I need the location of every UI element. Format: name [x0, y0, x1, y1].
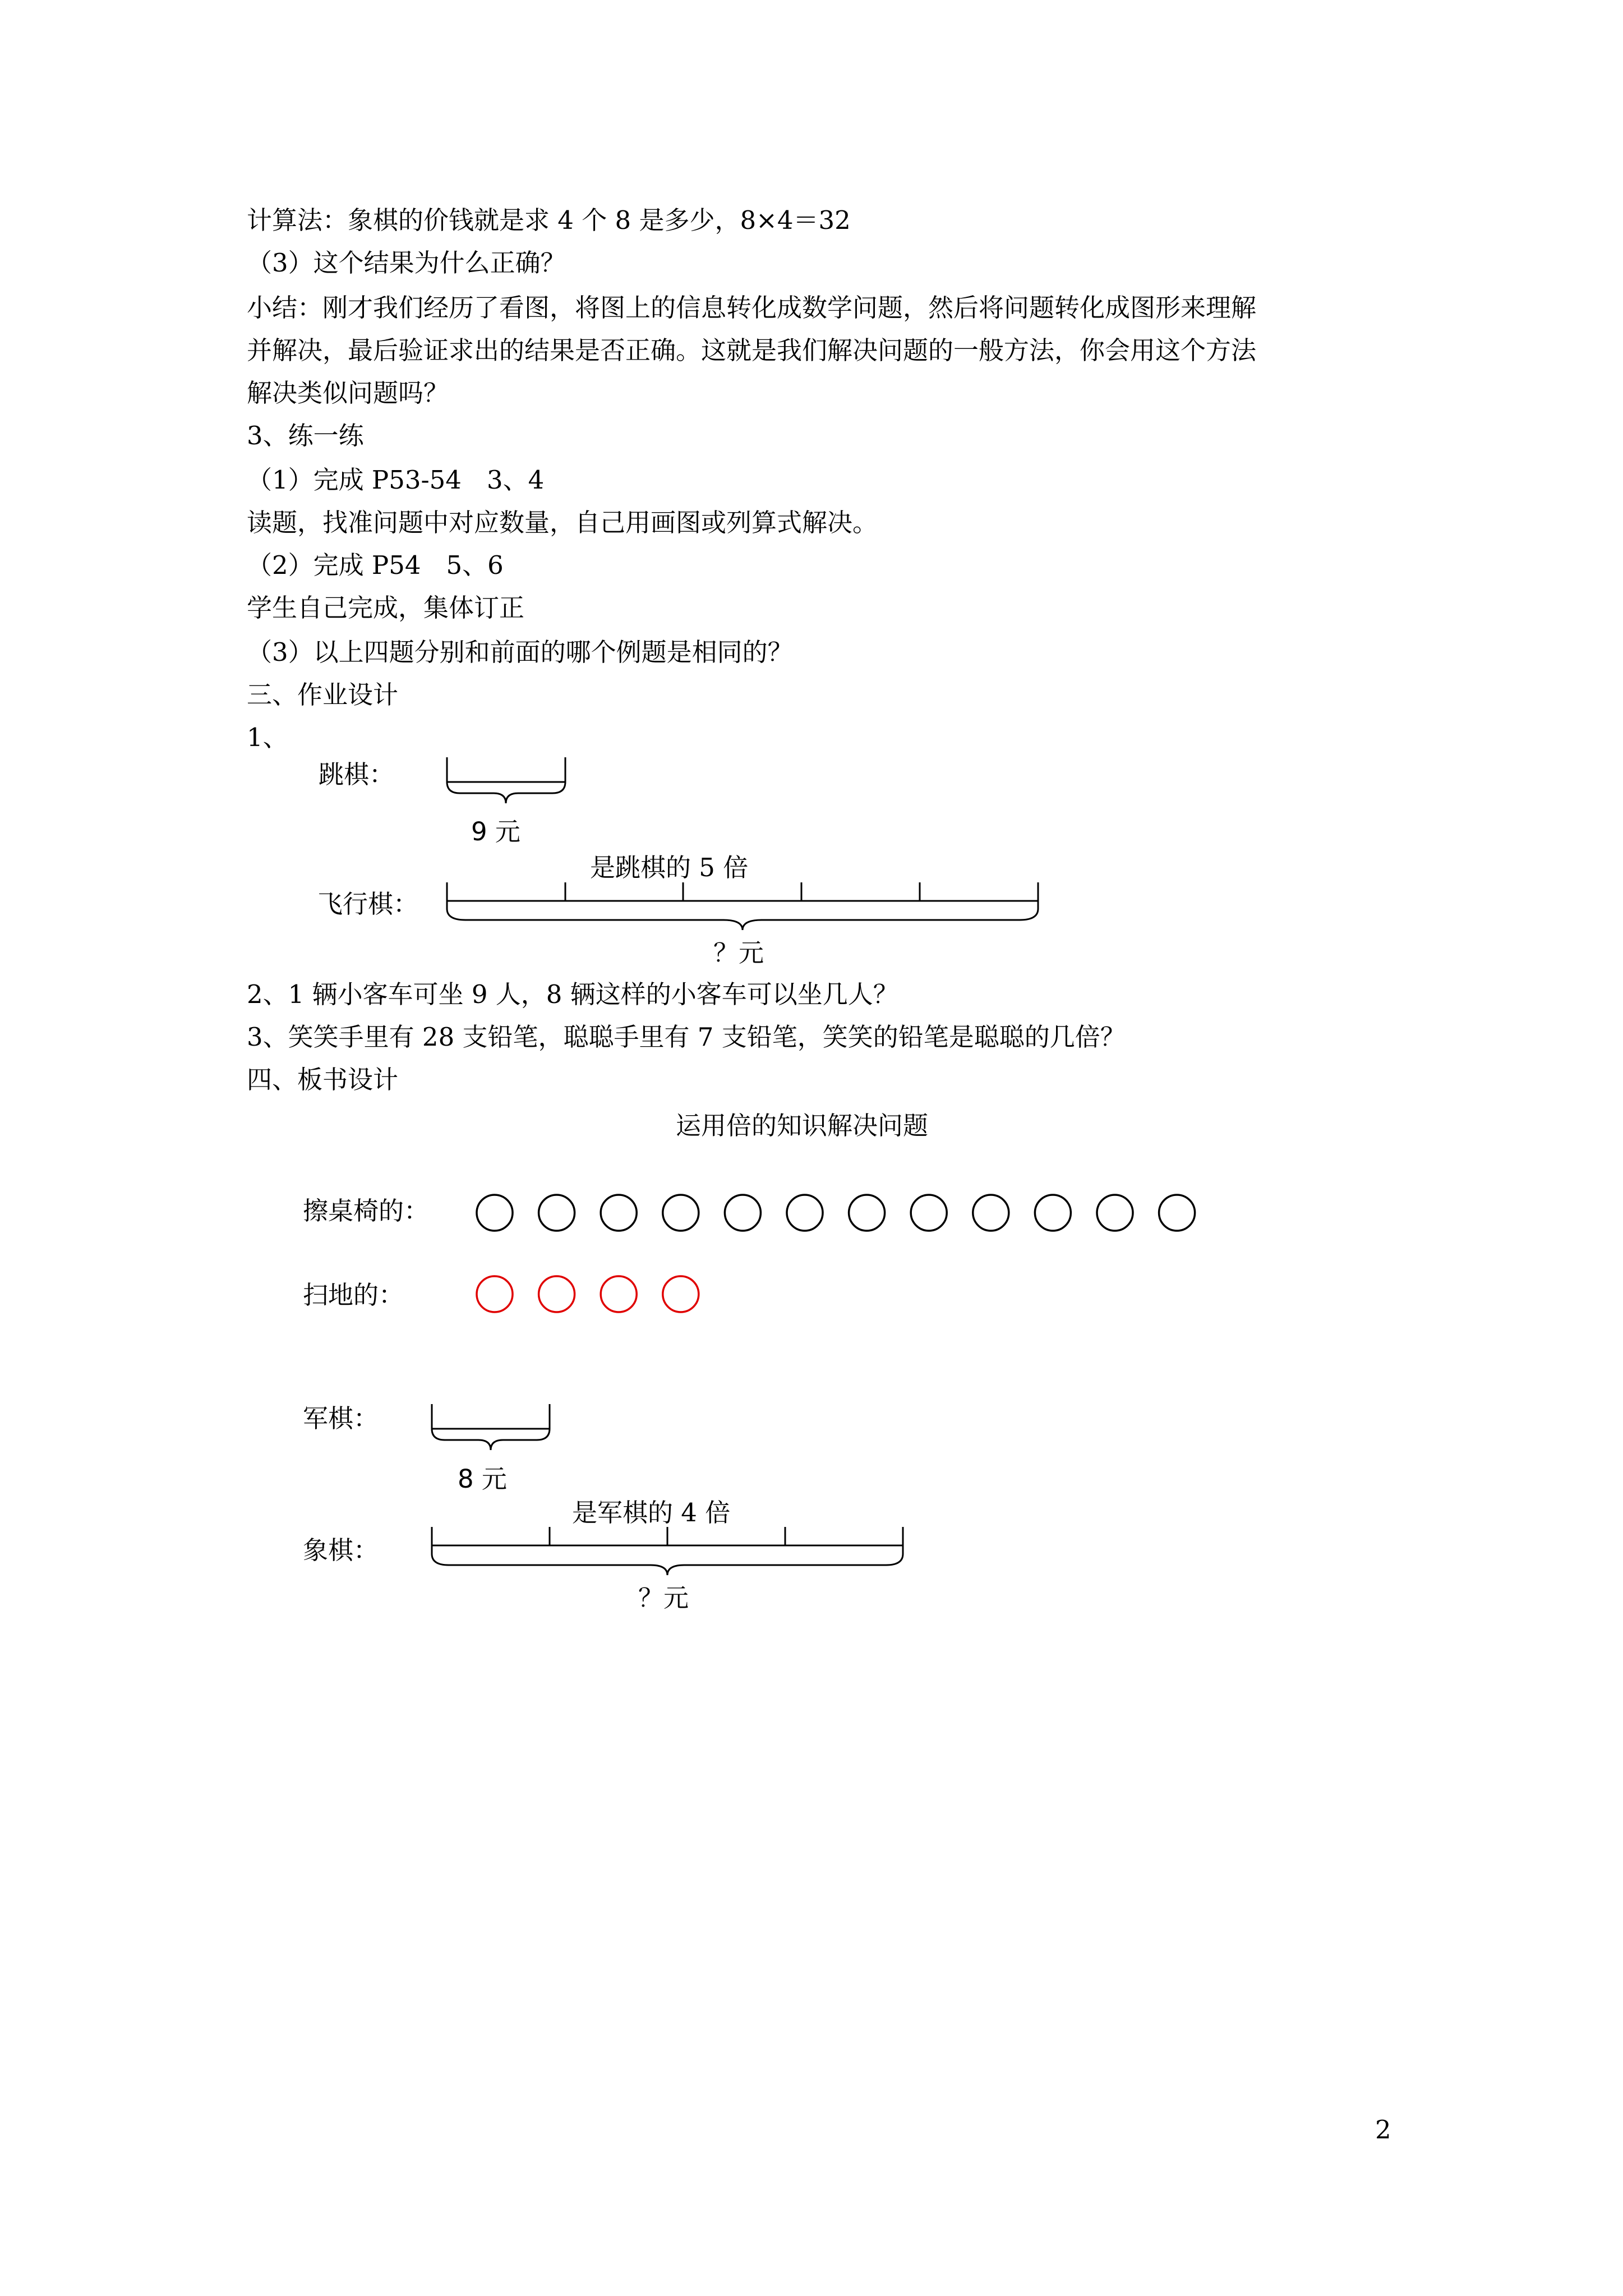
segment-xiangqi — [432, 1527, 903, 1575]
text-line: 计算法：象棋的价钱就是求 4 个 8 是多少，8×4＝32 — [247, 205, 851, 235]
text-line: （2）完成 P54 5、6 — [247, 550, 504, 580]
circle-mark — [539, 1276, 575, 1312]
text-line: 并解决，最后验证求出的结果是否正确。这就是我们解决问题的一般方法，你会用这个方法 — [247, 335, 1257, 365]
circle-mark — [787, 1195, 823, 1231]
diagram-label-tiaoqi: 跳棋： — [319, 760, 395, 789]
diagram-label-feixingqi: 飞行棋： — [317, 889, 419, 919]
diagram-label-junqi: 军棋： — [303, 1404, 379, 1433]
section-heading: 三、作业设计 — [247, 680, 399, 710]
diagram-relation: 是跳棋的 5 倍 — [590, 853, 749, 882]
text-line: 读题，找准问题中对应数量，自己用画图或列算式解决。 — [247, 508, 878, 537]
section-heading: 3、练一练 — [247, 421, 364, 450]
segment-junqi — [432, 1404, 550, 1450]
text-line: （3）这个结果为什么正确？ — [247, 248, 566, 278]
diagram-question-xiangqi: ？元 — [638, 1583, 689, 1613]
board-label-cazhuoyi: 擦桌椅的： — [303, 1196, 430, 1226]
diagram-label-xiangqi: 象棋： — [303, 1535, 379, 1565]
text-line: 小结：刚才我们经历了看图，将图上的信息转化成数学问题，然后将问题转化成图形来理解 — [247, 293, 1257, 323]
circle-mark — [477, 1195, 513, 1231]
circle-mark — [849, 1195, 885, 1231]
circle-mark — [1097, 1195, 1133, 1231]
circle-mark — [663, 1195, 699, 1231]
text-line: 3、笑笑手里有 28 支铅笔，聪聪手里有 7 支铅笔，笑笑的铅笔是聪聪的几倍？ — [247, 1022, 1126, 1052]
text-line: （1）完成 P53-54 3、4 — [247, 465, 545, 495]
circle-mark — [601, 1195, 637, 1231]
circles-row-cazhuoyi — [477, 1195, 1195, 1231]
board-title: 运用倍的知识解决问题 — [676, 1111, 929, 1140]
circle-mark — [911, 1195, 947, 1231]
diagram-question: ？元 — [713, 938, 764, 968]
circle-mark — [1035, 1195, 1071, 1231]
board-label-saodi: 扫地的： — [303, 1280, 404, 1310]
diagram-value-junqi: 8 元 — [458, 1464, 507, 1494]
text-line: （3）以上四题分别和前面的哪个例题是相同的？ — [247, 637, 793, 667]
circle-mark — [477, 1276, 513, 1312]
text-line: 2、1 辆小客车可坐 9 人，8 辆这样的小客车可以坐几人？ — [247, 979, 898, 1009]
diagram-value-tiaoqi: 9 元 — [471, 817, 520, 846]
circle-mark — [973, 1195, 1009, 1231]
circle-mark — [601, 1276, 637, 1312]
circle-mark — [539, 1195, 575, 1231]
circle-mark — [1159, 1195, 1195, 1231]
section-heading: 四、板书设计 — [247, 1065, 399, 1094]
diagram-relation-junqi: 是军棋的 4 倍 — [572, 1498, 731, 1527]
text-line: 学生自己完成，集体订正 — [247, 593, 525, 623]
text-line: 解决类似问题吗？ — [247, 378, 449, 408]
text-line: 1、 — [247, 723, 288, 752]
circle-mark — [725, 1195, 760, 1231]
segment-tiaoqi — [447, 757, 565, 803]
circles-row-saodi — [477, 1276, 699, 1312]
page-number: 2 — [1375, 2115, 1391, 2145]
segment-feixingqi — [447, 882, 1038, 930]
circle-mark — [663, 1276, 699, 1312]
